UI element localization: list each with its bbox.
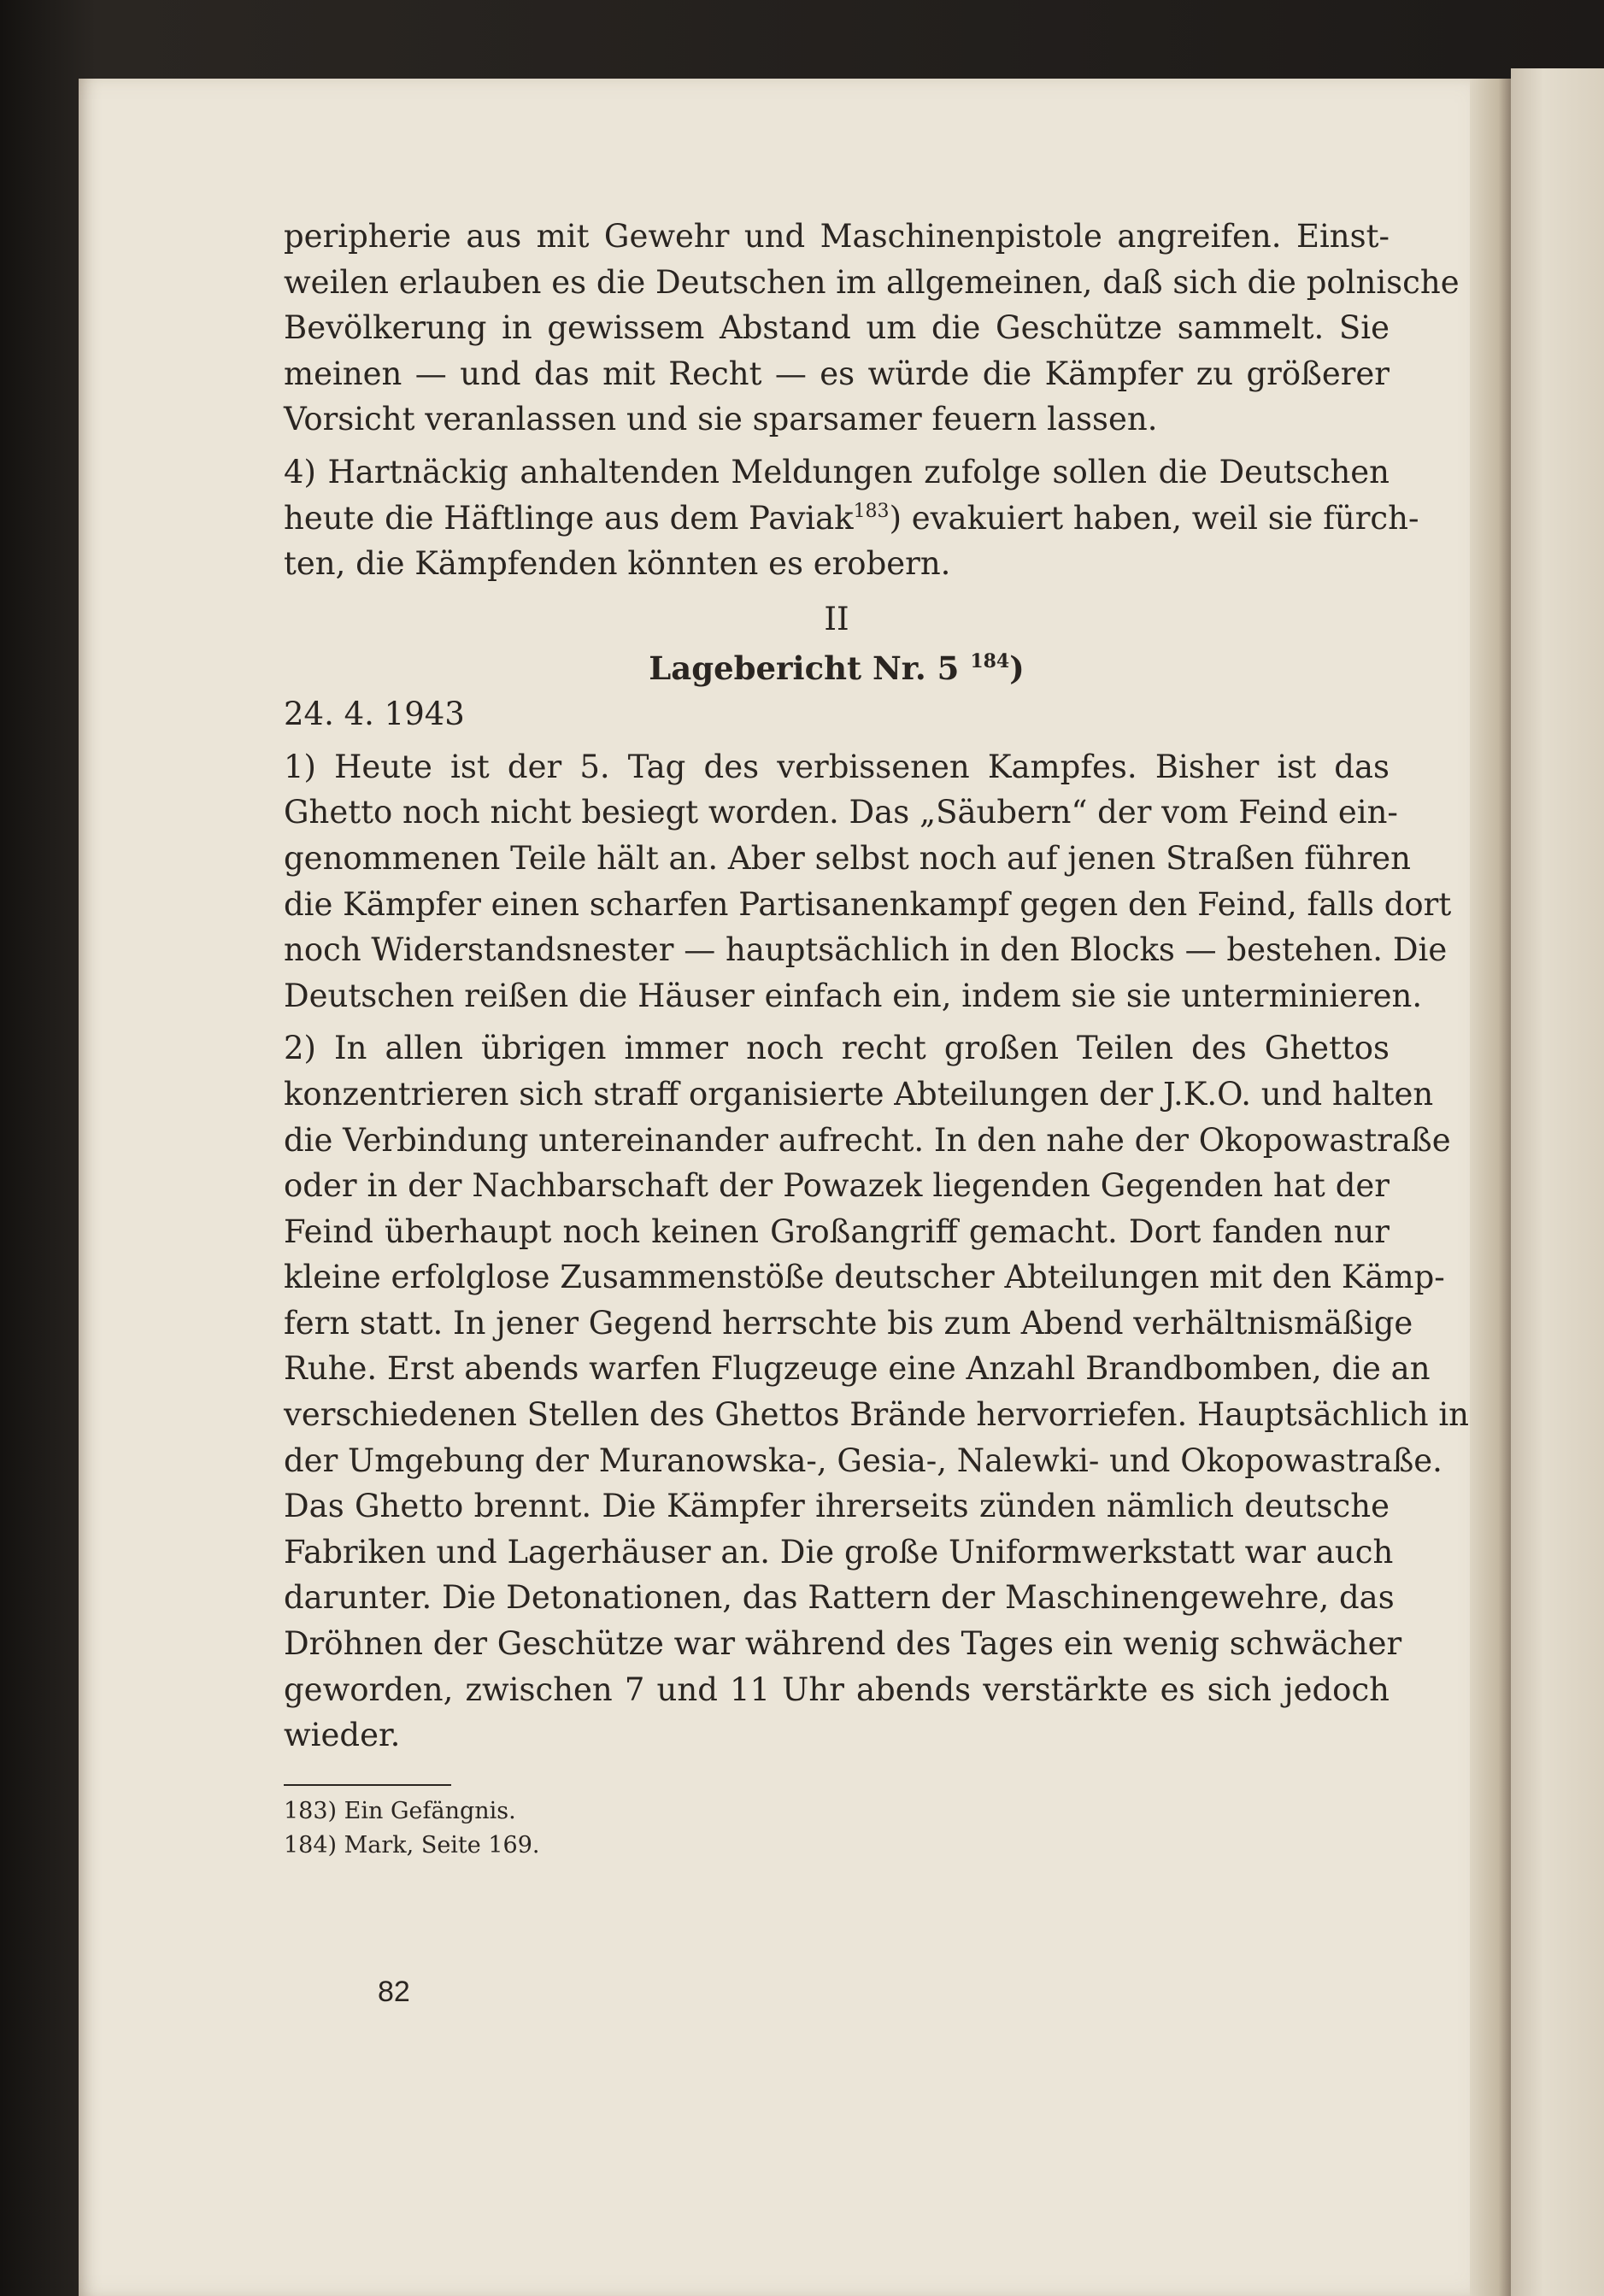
paragraph-item-4	[284, 449, 1419, 587]
text-line: Bevölkerung in gewissem Abstand um die Geschütze sammelt. Sie	[284, 309, 1390, 347]
text-line: Das Ghetto brennt. Die Kämpfer ihrerseits zünden nämlich deutsche	[284, 1488, 1390, 1525]
paragraph-item-1	[284, 744, 1452, 1019]
text-line: 1) Heute ist der 5. Tag des verbissenen Kampfes. Bisher ist das	[284, 748, 1390, 785]
text-line: peripherie aus mit Gewehr und Maschinenpistole angreifen. Einst-	[284, 218, 1390, 255]
text-line	[284, 496, 1419, 542]
text-line: Ghetto noch nicht besiegt worden. Das „Säubern“ der vom Feind ein-	[284, 794, 1398, 831]
footnote-ref-184: 184	[970, 649, 1010, 672]
page-curl-shadow	[1470, 79, 1511, 2296]
adjacent-page-edge	[1511, 68, 1604, 2296]
text-line: geworden, zwischen 7 und 11 Uhr abends verstärkte es sich jedoch	[284, 1671, 1390, 1708]
text-line: darunter. Die Detonationen, das Rattern der Maschinengewehre, das	[284, 1579, 1395, 1617]
text-line: wieder.	[284, 1717, 401, 1754]
text-line: die Verbindung untereinander aufrecht. In den nahe der Okopowastraße	[284, 1121, 1451, 1159]
text-line: kleine erfolglose Zusammenstöße deutscher Abteilungen mit den Kämp-	[284, 1259, 1445, 1296]
text-fragment: heute die Häftlinge aus dem Paviak	[284, 499, 854, 537]
section-number: II	[824, 600, 849, 637]
footnote-184: 184) Mark, Seite 169.	[284, 1831, 540, 1859]
text-line: Feind überhaupt noch keinen Großangriff gemacht. Dort fanden nur	[284, 1213, 1390, 1250]
text-line: konzentrieren sich straff organisierte Abteilungen der J.K.O. und halten	[284, 1075, 1434, 1113]
text-line: die Kämpfer einen scharfen Partisanenkampf gegen den Feind, falls dort	[284, 885, 1452, 923]
text-line: 2) In allen übrigen immer noch recht großen Teilen des Ghettos	[284, 1030, 1390, 1067]
section-title	[284, 645, 1390, 691]
text-line: oder in der Nachbarschaft der Powazek liegenden Gegenden hat der	[284, 1167, 1390, 1205]
text-line: Vorsicht veranlassen und sie sparsamer feuern lassen.	[284, 401, 1158, 438]
text-line: Dröhnen der Geschütze war während des Tages ein wenig schwächer	[284, 1625, 1402, 1663]
text-line: der Umgebung der Muranowska-, Gesia-, Nalewki- und Okopowastraße.	[284, 1442, 1442, 1479]
text-line: fern statt. In jener Gegend herrschte bis zum Abend verhältnismäßige	[284, 1304, 1413, 1342]
text-line: ten, die Kämpfenden könnten es erobern.	[284, 545, 951, 583]
footnote-ref-183: 183	[853, 500, 890, 522]
text-line: Deutschen reißen die Häuser einfach ein, indem sie sie unterminieren.	[284, 977, 1423, 1014]
text-line: noch Widerstandsnester — hauptsächlich in den Blocks — bestehen. Die	[284, 931, 1448, 969]
section-title-paren: )	[1009, 649, 1025, 687]
paragraph-item-2	[284, 1025, 1469, 1759]
paragraph-continuation	[284, 214, 1460, 443]
section-title-text: Lagebericht Nr. 5	[649, 649, 960, 687]
text-line: verschiedenen Stellen des Ghettos Brände hervorriefen. Hauptsächlich in	[284, 1396, 1469, 1434]
text-line: Fabriken und Lagerhäuser an. Die große Uniformwerkstatt war auch	[284, 1533, 1394, 1571]
text-line: Ruhe. Erst abends warfen Flugzeuge eine Anzahl Brandbomben, die an	[284, 1350, 1431, 1388]
report-date: 24. 4. 1943	[284, 695, 465, 732]
footnote-divider	[284, 1784, 451, 1786]
text-line: meinen — und das mit Recht — es würde die Kämpfer zu größerer	[284, 355, 1390, 392]
page-number: 82	[378, 1976, 410, 2008]
text-line: weilen erlauben es die Deutschen im allgemeinen, daß sich die polnische	[284, 263, 1460, 301]
text-line: 4) Hartnäckig anhaltenden Meldungen zufolge sollen die Deutschen	[284, 453, 1390, 490]
page-text	[284, 214, 1469, 1863]
text-line: genommenen Teile hält an. Aber selbst noch auf jenen Straßen führen	[284, 839, 1412, 877]
text-fragment: ) evakuiert haben, weil sie fürch-	[889, 499, 1419, 537]
footnote-183: 183) Ein Gefängnis.	[284, 1797, 516, 1824]
